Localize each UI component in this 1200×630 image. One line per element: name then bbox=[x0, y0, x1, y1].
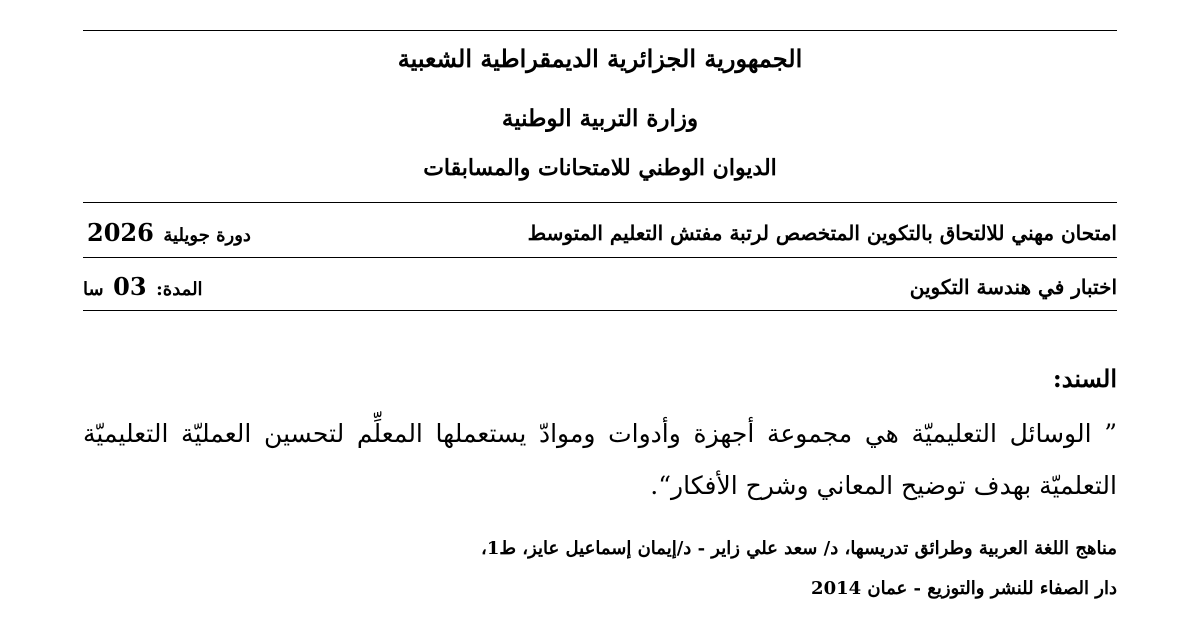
duration-value: 03 bbox=[113, 272, 147, 301]
support-quote: ” الوسائل التعليميّة هي مجموعة أجهزة وأدوات وموادّ يستعملها المعلِّم لتحسين العمليّة التعليميّة التعلميّة بهدف توضيح المعاني وشرح الأفكار“. bbox=[83, 419, 1117, 500]
office-heading: الديوان الوطني للامتحانات والمسابقات bbox=[423, 155, 777, 181]
exam-title-row bbox=[83, 213, 1117, 253]
reference-line-1: مناهج اللغة العربية وطرائق تدريسها، د/ سعد علي زاير - د/إيمان إسماعيل عايز، ط1، bbox=[481, 538, 1117, 559]
session-year: 2026 bbox=[87, 218, 154, 247]
exam-session bbox=[83, 213, 251, 256]
reference-line-2: دار الصفاء للنشر والتوزيع - عمان 2014 bbox=[811, 578, 1117, 599]
session-label: دورة جويلية bbox=[163, 225, 251, 246]
title-divider bbox=[83, 257, 1117, 258]
subject-row bbox=[83, 267, 1117, 307]
exam-subject: اختبار في هندسة التكوين bbox=[909, 275, 1117, 299]
header-divider bbox=[83, 202, 1117, 203]
support-label: السند: bbox=[1052, 364, 1117, 393]
exam-duration bbox=[83, 267, 203, 310]
duration-unit: سا bbox=[83, 279, 104, 300]
top-divider bbox=[83, 30, 1117, 31]
exam-title: امتحان مهني للالتحاق بالتكوين المتخصص لرتبة مفتش التعليم المتوسط bbox=[527, 221, 1117, 245]
duration-label: المدة: bbox=[156, 279, 203, 300]
republic-heading: الجمهورية الجزائرية الديمقراطية الشعبية bbox=[397, 44, 803, 73]
subject-divider bbox=[83, 310, 1117, 311]
ministry-heading: وزارة التربية الوطنية bbox=[501, 105, 699, 132]
